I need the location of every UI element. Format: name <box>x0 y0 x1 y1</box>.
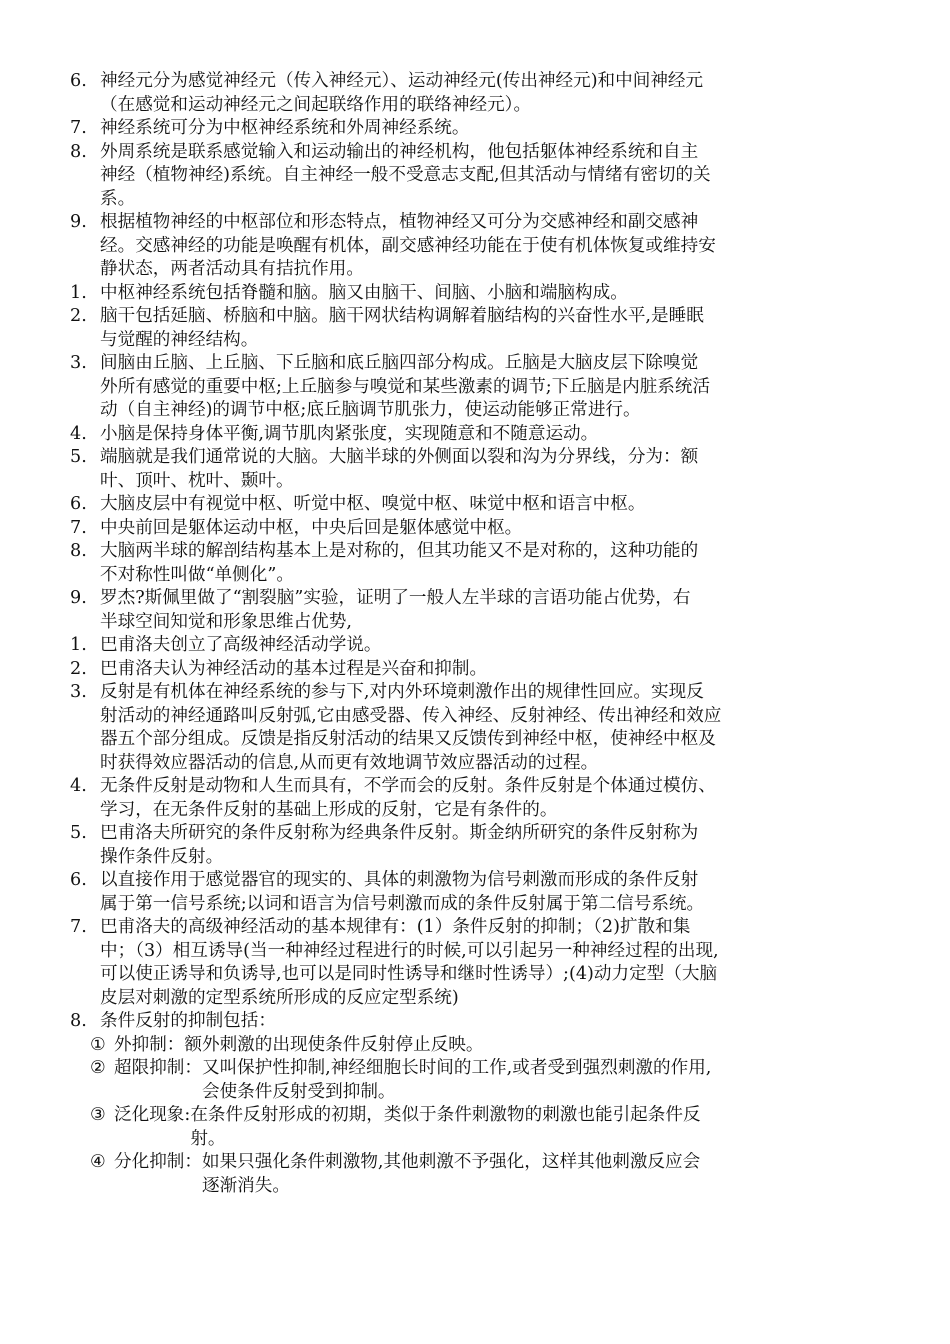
sub-item-marker: ② <box>90 1058 106 1078</box>
sub-item-label: 分化抑制： <box>114 1152 202 1172</box>
item-text: 以直接作用于感觉器官的现实的、具体的刺激物为信号刺激而形成的条件反射 属于第一信号系统;以词和语言为信号刺激而成的条件反射属于第二信号系统。 <box>100 870 705 914</box>
item-text: 外周系统是联系感觉输入和运动输出的神经机构，他包括躯体神经系统和自主 神经（植物神经)系统。自主神经一般不受意志支配,但其活动与情绪有密切的关 系。 <box>100 141 711 209</box>
item-number: 8. <box>70 1011 87 1031</box>
item-number: 3. <box>70 353 87 373</box>
item-number: 4. <box>70 776 87 796</box>
item-text: 巴甫洛夫所研究的条件反射称为经典条件反射。斯金纳所研究的条件反射称为 操作条件反射。 <box>100 823 699 867</box>
list-item <box>70 211 880 282</box>
list-item <box>70 517 880 541</box>
list-item <box>70 587 880 634</box>
list-item <box>70 305 880 352</box>
item-number: 3. <box>70 682 87 702</box>
item-text: 小脑是保持身体平衡,调节肌肉紧张度，实现随意和不随意运动。 <box>100 423 599 444</box>
item-text: 条件反射的抑制包括： <box>100 1011 276 1031</box>
item-text: 根据植物神经的中枢部位和形态特点，植物神经又可分为交感神经和副交感神 经。交感神经的功能是唤醒有机体，副交感神经功能在于使有机体恢复或维持安 静状态，两者活动具有拮抗作用。 <box>100 212 716 279</box>
item-text: 间脑由丘脑、上丘脑、下丘脑和底丘脑四部分构成。丘脑是大脑皮层下除嗅觉 外所有感觉的重要中枢;上丘脑参与嗅觉和某些激素的调节;下丘脑是内脏系统活 动（自主神经)的调节中枢;底丘脑调节肌张力，使运动能够正常进行。 <box>100 353 711 420</box>
item-number: 1. <box>70 282 87 303</box>
item-number: 8. <box>70 141 87 162</box>
item-number: 6. <box>70 870 87 890</box>
item-number: 9. <box>70 212 87 232</box>
sub-item-marker: ③ <box>90 1105 106 1125</box>
list-item <box>70 540 880 587</box>
sub-item-label: 外抑制： <box>114 1034 185 1055</box>
list-item <box>70 70 880 117</box>
item-number: 8. <box>70 541 87 561</box>
sub-item <box>70 1034 880 1058</box>
list-item <box>70 141 880 212</box>
sub-item-text: 如果只强化条件刺激物,其他刺激不予强化，这样其他刺激反应会 逐渐消失。 <box>201 1152 701 1196</box>
list-item <box>70 775 880 822</box>
sub-item-text: 额外刺激的出现使条件反射停止反映。 <box>184 1034 484 1055</box>
item-text: 巴甫洛夫的高级神经活动的基本规律有：(1）条件反射的抑制；（2)扩散和集 中；（3）相互诱导(当一种神经过程进行的时候,可以引起另一种神经过程的出现, 可以使正诱导和负诱导,也可以是同时性诱导和继时性诱导）;(4)动力定型（大脑 皮层对刺激的定型系统所形成的反应定型系统) <box>100 917 719 1008</box>
item-number: 6. <box>70 71 87 91</box>
item-text: 神经系统可分为中枢神经系统和外周神经系统。 <box>100 118 470 138</box>
list-item <box>70 282 880 306</box>
sub-item-label: 超限抑制： <box>114 1058 202 1078</box>
item-text: 大脑两半球的解剖结构基本上是对称的，但其功能又不是对称的，这种功能的 不对称性叫做“单侧化”。 <box>100 541 699 585</box>
item-number: 2. <box>70 306 87 326</box>
list-item <box>70 1010 880 1034</box>
item-number: 2. <box>70 658 87 679</box>
item-number: 7. <box>70 917 87 937</box>
sub-item-marker: ④ <box>90 1152 106 1172</box>
item-text: 反射是有机体在神经系统的参与下,对内外环境刺激作出的规律性回应。实现反 射活动的神经通路叫反射弧,它由感受器、传入神经、反射神经、传出神经和效应 器五个部分组成。反馈是指反射活动的结果又反馈传到神经中枢，使神经中枢及 时获得效应器活动的信息,从而更有效地调节效应器活动的过程。 <box>100 682 722 773</box>
item-text: 巴甫洛夫认为神经活动的基本过程是兴奋和抑制。 <box>100 658 488 679</box>
list-item <box>70 916 880 1010</box>
item-number: 7. <box>70 517 87 538</box>
item-text: 大脑皮层中有视觉中枢、听觉中枢、嗅觉中枢、味觉中枢和语言中枢。 <box>100 494 646 514</box>
sub-item-text: 在条件反射形成的初期，类似于条件刺激物的刺激也能引起条件反 射。 <box>190 1105 701 1149</box>
item-text: 无条件反射是动物和人生而具有，不学而会的反射。条件反射是个体通过模仿、 学习，在无条件反射的基础上形成的反射，它是有条件的。 <box>100 776 716 820</box>
item-number: 6. <box>70 494 87 514</box>
sub-item <box>70 1151 880 1198</box>
item-number: 1. <box>70 635 87 655</box>
item-number: 5. <box>70 447 87 467</box>
item-text: 罗杰?斯佩里做了“割裂脑”实验，证明了一般人左半球的言语功能占优势，右 半球空间知觉和形象思维占优势, <box>100 588 691 632</box>
list-item <box>70 423 880 447</box>
sub-item-marker: ① <box>90 1034 106 1055</box>
item-text: 中枢神经系统包括脊髓和脑。脑又由脑干、间脑、小脑和端脑构成。 <box>100 282 628 303</box>
sub-item <box>70 1104 880 1151</box>
list-item <box>70 493 880 517</box>
list-item <box>70 446 880 493</box>
sub-item <box>70 1057 880 1104</box>
item-text: 中央前回是躯体运动中枢，中央后回是躯体感觉中枢。 <box>100 517 523 538</box>
item-number: 9. <box>70 588 87 608</box>
item-text: 端脑就是我们通常说的大脑。大脑半球的外侧面以裂和沟为分界线，分为：额 叶、顶叶、枕叶、颞叶。 <box>100 447 699 491</box>
list-item <box>70 822 880 869</box>
item-number: 5. <box>70 823 87 843</box>
list-item <box>70 352 880 423</box>
list-item <box>70 658 880 682</box>
item-number: 7. <box>70 118 87 138</box>
sub-item-label: 泛化现象: <box>114 1105 191 1125</box>
item-text: 脑干包括延脑、桥脑和中脑。脑干网状结构调解着脑结构的兴奋性水平,是睡眠 与觉醒的神经结构。 <box>100 306 704 350</box>
list-item <box>70 117 880 141</box>
list-item <box>70 681 880 775</box>
item-text: 神经元分为感觉神经元（传入神经元）、运动神经元(传出神经元)和中间神经元 （在感觉和运动神经元之间起联络作用的联络神经元）。 <box>100 71 704 115</box>
list-item <box>70 869 880 916</box>
item-text: 巴甫洛夫创立了高级神经活动学说。 <box>100 635 382 655</box>
list-item <box>70 634 880 658</box>
sub-item-text: 又叫保护性抑制,神经细胞长时间的工作,或者受到强烈刺激的作用, 会使条件反射受到抑制。 <box>201 1058 712 1102</box>
item-number: 4. <box>70 423 87 444</box>
